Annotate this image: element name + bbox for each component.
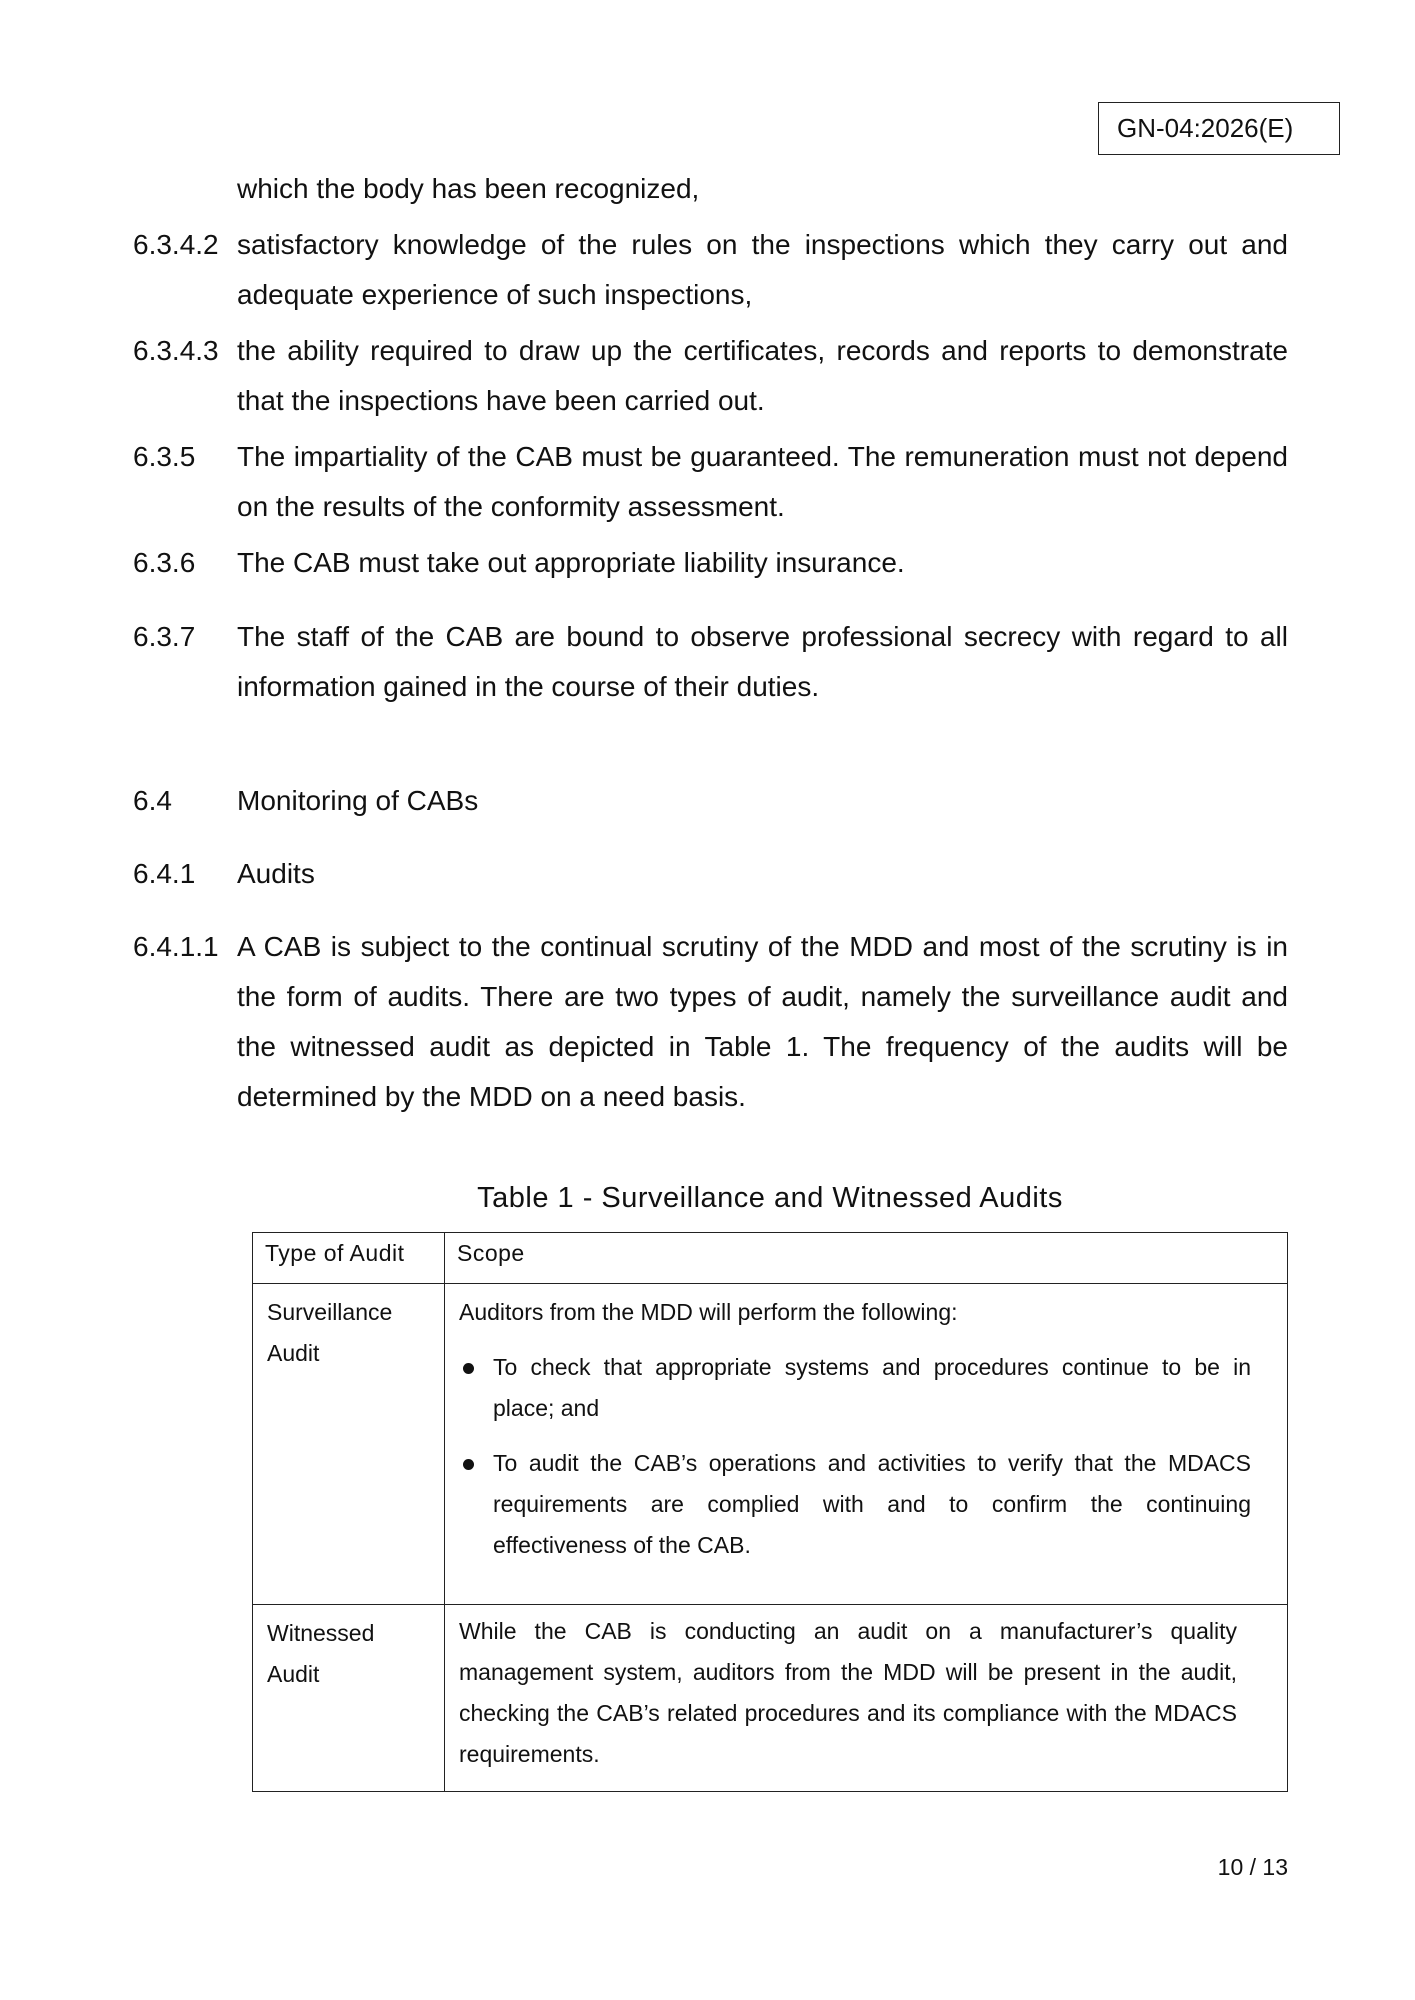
audit-type-cell: Witnessed Audit xyxy=(253,1605,445,1792)
audit-type-cell: Surveillance Audit xyxy=(253,1284,445,1605)
clause-text: The CAB must take out appropriate liability insurance. xyxy=(237,547,905,578)
list-item xyxy=(459,1347,1251,1429)
clause-6-3-4-3 xyxy=(133,326,1288,426)
header-scope: Scope xyxy=(445,1233,1288,1284)
audit-scope-cell: While the CAB is conducting an audit on a manufacturer’s quality management system, auditors from the MDD will be present in the audit, checking the CAB’s related procedures and its compliance with the MDACS requirements. xyxy=(445,1605,1288,1792)
clause-text: the ability required to draw up the certificates, records and reports to demonstrate that the inspections have been carried out. xyxy=(237,335,1288,416)
document-reference-box: GN-04:2026(E) xyxy=(1098,102,1340,155)
clause-text: The staff of the CAB are bound to observe professional secrecy with regard to all information gained in the course of their duties. xyxy=(237,621,1288,702)
clause-text: A CAB is subject to the continual scrutiny of the MDD and most of the scrutiny is in the form of audits. There are two types of audit, namely the surveillance audit and the witnessed audit as depicted in Table 1. The frequency of the audits will be determined by the MDD on a need basis. xyxy=(237,931,1288,1112)
clause-6-3-5 xyxy=(133,432,1288,532)
clause-number: 6.4.1 xyxy=(133,858,196,889)
scope-bullet-list xyxy=(459,1347,1251,1566)
audits-table xyxy=(252,1232,1288,1792)
bullet-icon xyxy=(463,1363,474,1374)
audit-scope-cell xyxy=(445,1284,1288,1605)
table-header-row xyxy=(253,1233,1288,1284)
clause-number: 6.4.1.1 xyxy=(133,931,219,962)
clause-number: 6.3.4.3 xyxy=(133,335,219,366)
scope-intro: Auditors from the MDD will perform the following: xyxy=(459,1299,958,1325)
clause-text: The impartiality of the CAB must be guaranteed. The remuneration must not depend on the results of the conformity assessment. xyxy=(237,441,1288,522)
section-heading-6-4-1 xyxy=(133,849,1288,899)
clause-number: 6.3.6 xyxy=(133,547,196,578)
clause-continuation xyxy=(133,164,1288,214)
clause-6-3-4-2 xyxy=(133,220,1288,320)
section-heading-6-4 xyxy=(133,776,1288,826)
clause-6-3-7 xyxy=(133,612,1288,712)
bullet-icon xyxy=(463,1459,474,1470)
table-caption: Table 1 - Surveillance and Witnessed Audits xyxy=(477,1182,1063,1214)
clause-number: 6.3.5 xyxy=(133,441,196,472)
clause-6-3-6 xyxy=(133,538,1288,588)
list-item xyxy=(459,1443,1251,1566)
clause-number: 6.3.4.2 xyxy=(133,229,219,260)
clause-text: which the body has been recognized, xyxy=(237,173,700,204)
clause-number: 6.3.7 xyxy=(133,621,196,652)
table-row xyxy=(253,1605,1288,1792)
section-title: Audits xyxy=(237,858,315,889)
header-type-of-audit: Type of Audit xyxy=(253,1233,445,1284)
clause-text: satisfactory knowledge of the rules on the inspections which they carry out and adequate experience of such inspections, xyxy=(237,229,1288,310)
page-number: 10 / 13 xyxy=(1217,1854,1288,1880)
bullet-text: To audit the CAB’s operations and activities to verify that the MDACS requirements are complied with and to confirm the continuing effectiveness of the CAB. xyxy=(493,1450,1251,1558)
section-title: Monitoring of CABs xyxy=(237,785,479,816)
clause-number: 6.4 xyxy=(133,785,172,816)
bullet-text: To check that appropriate systems and procedures continue to be in place; and xyxy=(493,1354,1251,1421)
clause-6-4-1-1 xyxy=(133,922,1288,1122)
table-row xyxy=(253,1284,1288,1605)
